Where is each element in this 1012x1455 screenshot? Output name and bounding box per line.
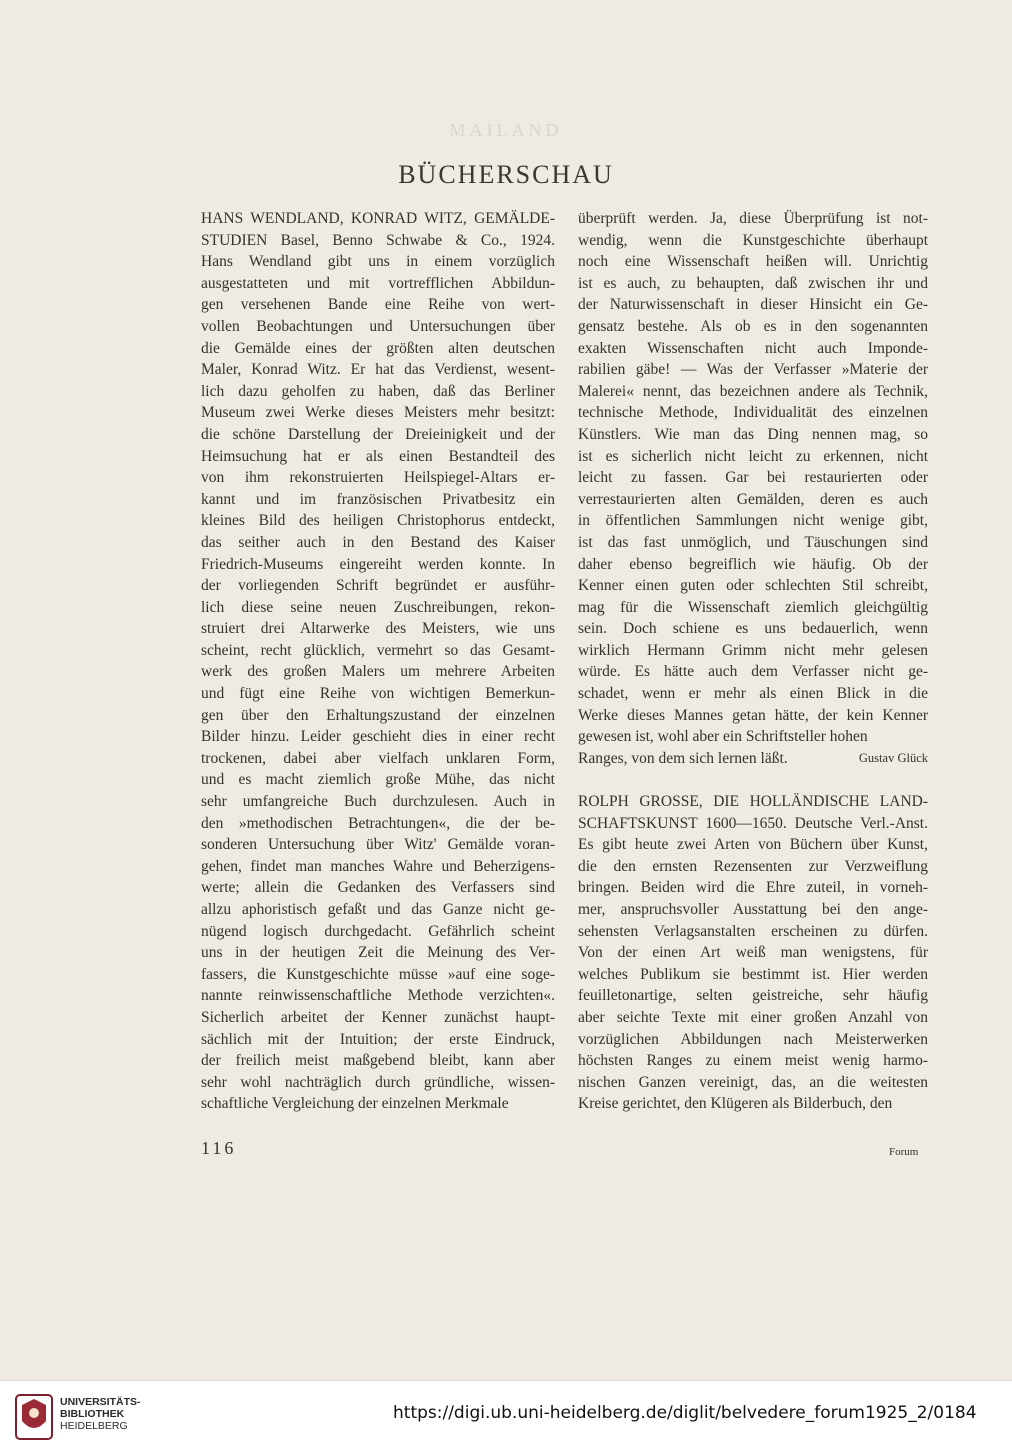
text-line: ist das fast unmöglich, und Täuschungen sind [578, 533, 928, 551]
show-through-heading: MAILAND [449, 120, 563, 140]
text-line: kleines Bild des heiligen Christophorus entdeckt, [201, 512, 555, 530]
text-line: exakten Wissenschaften nicht auch Imponde- [578, 339, 928, 357]
text-line: bringen. Beiden wird die Ehre zuteil, in vorneh- [578, 879, 928, 897]
text-line: leicht zu fassen. Gar bei restaurierten oder [578, 469, 928, 487]
page-number: 116 [201, 1138, 237, 1158]
text-line: werte; allein die Gedanken des Verfassers sind [201, 879, 555, 897]
text-line: höchsten Ranges zu einem meist wenig harmo- [578, 1052, 928, 1070]
right-column [578, 208, 928, 1115]
text-line: Es gibt heute zwei Arten von Büchern über Kunst, [578, 836, 928, 854]
text-line: sehr umfangreiche Buch durchzulesen. Auch in [201, 793, 555, 811]
text-line: wirklich Hermann Grimm nicht mehr gelesen [578, 641, 928, 659]
text-line: HANS WENDLAND, KONRAD WITZ, GEMÄLDE- [201, 210, 555, 227]
text-line: allzu aphoristisch gefaßt und das Ganze nicht ge- [201, 901, 555, 918]
text-line: aber seichte Texte mit einer großen Anzahl von [578, 1008, 928, 1026]
text-line: Maler, Konrad Witz. Er hat das Verdienst, wesent- [201, 361, 555, 379]
text-line: ROLPH GROSSE, DIE HOLLÄNDISCHE LAND- [578, 793, 928, 811]
text-line: das seither auch in den Bestand des Kaiser [201, 533, 555, 551]
text-line: sein. Doch schiene es uns bedauerlich, wenn [578, 620, 928, 638]
viewer-footer [0, 1380, 1012, 1455]
text-line: scheint, recht glücklich, vermehrt so das Gesamt- [201, 641, 555, 659]
text-line: ist es auch, zu behaupten, daß zwischen ihr und [578, 274, 928, 292]
text-line: wendig, wenn die Kunstgeschichte überhaupt [578, 231, 928, 249]
text-line: vollen Beobachtungen und Untersuchungen über [201, 317, 555, 335]
text-line: verrestaurierten alten Gemälden, deren es auch [578, 490, 928, 508]
text-line: Kenner einen guten oder schlechten Stil schreibt, [578, 577, 928, 595]
text-line: schaftliche Vergleichung der einzelnen Merkmale [201, 1095, 509, 1113]
text-line: Friedrich-Museums eingereiht werden konnte. In [201, 555, 555, 573]
text-line: und fügt eine Reihe von wichtigen Bemerkun- [201, 685, 555, 703]
author-signature: Gustav Glück [858, 750, 928, 765]
text-line: die Gemälde eines der größten alten deutschen [201, 339, 555, 357]
text-line: Sicherlich arbeitet der Kenner zunächst haupt- [201, 1008, 555, 1026]
text-line: Museum zwei Werke dieses Meisters mehr besitzt: [201, 404, 555, 422]
text-line: gen versehenen Bande eine Reihe von wert- [201, 296, 555, 314]
text-line: sehr wohl nachträglich durch gründliche, wissen- [201, 1073, 555, 1091]
text-line: mer, anspruchsvoller Ausstattung bei den ange- [578, 901, 928, 918]
text-line: die den ernsten Rezensenten zur Verzweiflung [578, 857, 928, 875]
text-line: noch eine Wissenschaft heißen will. Unrichtig [578, 253, 928, 271]
text-line: lich dazu geholfen zu haben, daß das Berliner [201, 382, 555, 400]
text-line: überprüft werden. Ja, diese Überprüfung ist not- [578, 210, 928, 227]
text-line: rabilien gäbe! — Was der Verfasser »Materie der [578, 361, 928, 379]
text-line: nannte reinwissenschaftliche Methode verzichten«. [201, 987, 555, 1005]
permalink-url[interactable]: https://digi.ub.uni-heidelberg.de/diglit/belvedere_forum1925_2/0184 [393, 1403, 977, 1423]
text-line: Hans Wendland gibt uns in einem vorzüglich [201, 253, 555, 271]
journal-name: Forum [889, 1146, 919, 1158]
library-line-2: BIBLIOTHEK [60, 1408, 125, 1420]
review-glueck-continuation [578, 208, 928, 748]
text-line: lich diese seine neuen Zuschreibungen, rekon- [201, 598, 555, 616]
page-title: BÜCHERSCHAU [398, 160, 614, 189]
text-line: ist es sicherlich nicht leicht zu erkennen, nicht [578, 447, 928, 465]
text-line: Kreise gerichtet, den Klügeren als Bilderbuch, den [578, 1095, 893, 1113]
closing-sentence: Ranges, von dem sich lernen läßt. [578, 749, 788, 767]
text-line: kannt und im französischen Privatbesitz ein [201, 490, 555, 508]
section-gap [578, 769, 928, 791]
text-line: ausgestatteten und mit vortrefflichen Abbildun- [201, 274, 555, 292]
text-line: nügend logisch durchgedacht. Gefährlich scheint [201, 922, 555, 940]
text-line: den »methodischen Betrachtungen«, die der be- [201, 814, 555, 832]
text-line: werk des großen Malers um mehrere Arbeiten [201, 663, 555, 681]
text-line: von ihm rekonstruierten Heilspiegel-Altars er- [201, 469, 555, 487]
signed-line [578, 748, 928, 770]
text-line: gehen, findet man manches Wahre und Beherzigens- [201, 857, 555, 875]
text-line: STUDIEN Basel, Benno Schwabe & Co., 1924. [201, 231, 555, 249]
text-line: uns in der heutigen Zeit die Meinung des Ver- [201, 944, 555, 962]
text-line: Künstlers. Wie man das Ding nennen mag, so [578, 425, 928, 443]
text-line: SCHAFTSKUNST 1600—1650. Deutsche Verl.-Anst. [578, 814, 928, 832]
text-line: gensatz bestehe. Als ob es in den sogenannten [578, 317, 928, 335]
text-line: sehensten Verlagsanstalten erscheinen zu dürfen. [578, 922, 928, 940]
text-line: trockenen, dabei aber vielfach unklaren Form, [201, 749, 555, 767]
text-line: nischen Ganzen vereinigt, das, an die weitesten [578, 1073, 928, 1091]
text-line: gewesen ist, wohl aber ein Schriftsteller hohen [578, 728, 868, 746]
review-grosse [578, 791, 928, 1115]
text-line: technische Methode, Individualität des einzelnen [578, 404, 928, 422]
library-line-3: HEIDELBERG [60, 1420, 128, 1432]
text-line: gen über den Erhaltungszustand der einzelnen [201, 706, 555, 724]
text-line: welches Publikum sie bestimmt ist. Hier werden [578, 965, 928, 983]
text-line: würde. Es hätte auch dem Verfasser nicht ge- [578, 663, 928, 681]
text-line: feuilletonartige, selten geistreiche, sehr häufig [578, 987, 928, 1005]
text-line: der freilich meist maßgebend bleibt, kann aber [201, 1052, 555, 1070]
text-line: der vorliegenden Schrift begründet er ausführ- [201, 577, 555, 595]
text-line: struiert drei Altarwerke des Meisters, wie uns [201, 620, 555, 638]
text-line: und es macht ziemlich große Mühe, das nicht [201, 771, 555, 789]
text-line: vorzüglichen Abbildungen nach Meisterwerken [578, 1030, 928, 1048]
library-line-1: UNIVERSITÄTS- [60, 1396, 141, 1408]
text-line: fassers, die Kunstgeschichte müsse »auf eine soge- [201, 965, 555, 983]
text-line: Werke dieses Mannes getan hätte, der kein Kenner [578, 706, 928, 724]
text-line: Bilder hinzu. Leider geschieht dies in einer recht [201, 728, 555, 746]
text-line: die schöne Darstellung der Dreieinigkeit und der [201, 425, 555, 443]
text-line: daher ebenso begreiflich wie häufig. Ob der [578, 555, 928, 573]
text-line: Von der einen Art weiß man wenigstens, für [578, 944, 928, 962]
text-line: sächlich mit der Intuition; der erste Eindruck, [201, 1030, 555, 1048]
left-column [201, 208, 555, 1115]
text-line: schadet, wenn er mehr als einen Blick in die [578, 685, 928, 703]
text-line: sonderen Untersuchung über Witz' Gemälde voran- [201, 836, 555, 854]
text-line: Malerei« nennt, das bezeichnen andere als Technik, [578, 382, 928, 400]
university-seal-icon [12, 1391, 56, 1443]
text-line: mag für die Wissenschaft ziemlich gleichgültig [578, 598, 928, 616]
text-line: in öffentlichen Sammlungen nicht wenige gibt, [578, 512, 928, 530]
text-line: der Naturwissenschaft in dieser Hinsicht ein Ge- [578, 296, 928, 314]
library-name [60, 1396, 141, 1432]
text-line: Heimsuchung hat er als einen Bestandteil des [201, 447, 555, 465]
